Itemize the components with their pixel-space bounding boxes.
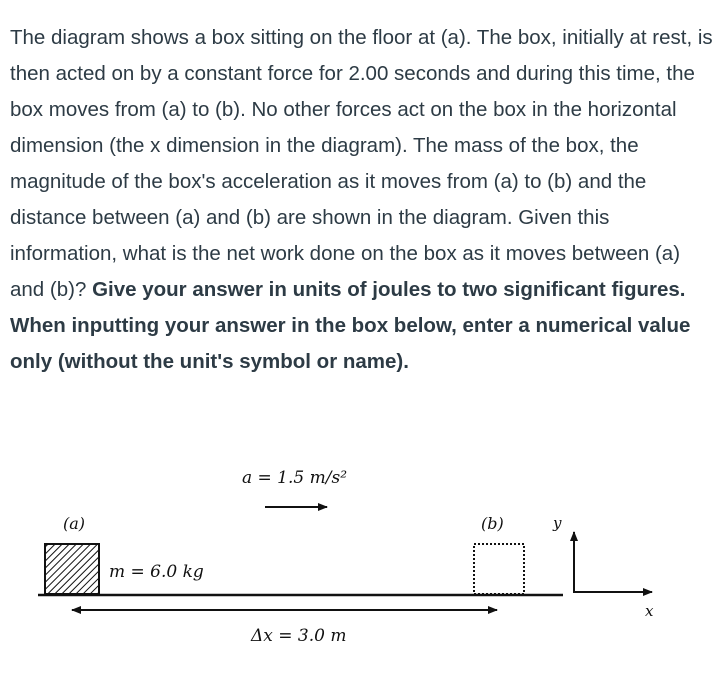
- point-b-label: (b): [481, 514, 504, 533]
- physics-diagram: [0, 450, 723, 675]
- mass-label: m = 6.0 kg: [109, 562, 204, 582]
- box-at-b: [474, 544, 524, 594]
- x-axis-label: x: [645, 602, 654, 620]
- question-instructions: Give your answer in units of joules to two significant figures. When inputting your answer in the box below, enter a numerical value only (without the unit's symbol or name).: [10, 278, 691, 373]
- question-body: The diagram shows a box sitting on the floor at (a). The box, initially at rest, is then acted on by a constant force for 2.00 seconds and during this time, the box moves from (a) to (b). No other forces act on the box in the horizontal dimension (the x dimension in the diagram). The mass of the box, the magnitude of the box's acceleration as it moves from (a) to (b) and the distance between (a) and (b) are shown in the diagram. Given this information, what is the net work done on the box as it moves between (a) and (b)?: [10, 26, 713, 301]
- point-a-label: (a): [63, 514, 86, 533]
- acceleration-label: a = 1.5 m/s²: [242, 468, 348, 488]
- y-axis-label: y: [553, 514, 562, 532]
- displacement-label: Δx = 3.0 m: [251, 626, 347, 646]
- question-paragraph: [10, 20, 715, 380]
- question-text: [10, 20, 715, 380]
- box-at-a: [45, 544, 99, 594]
